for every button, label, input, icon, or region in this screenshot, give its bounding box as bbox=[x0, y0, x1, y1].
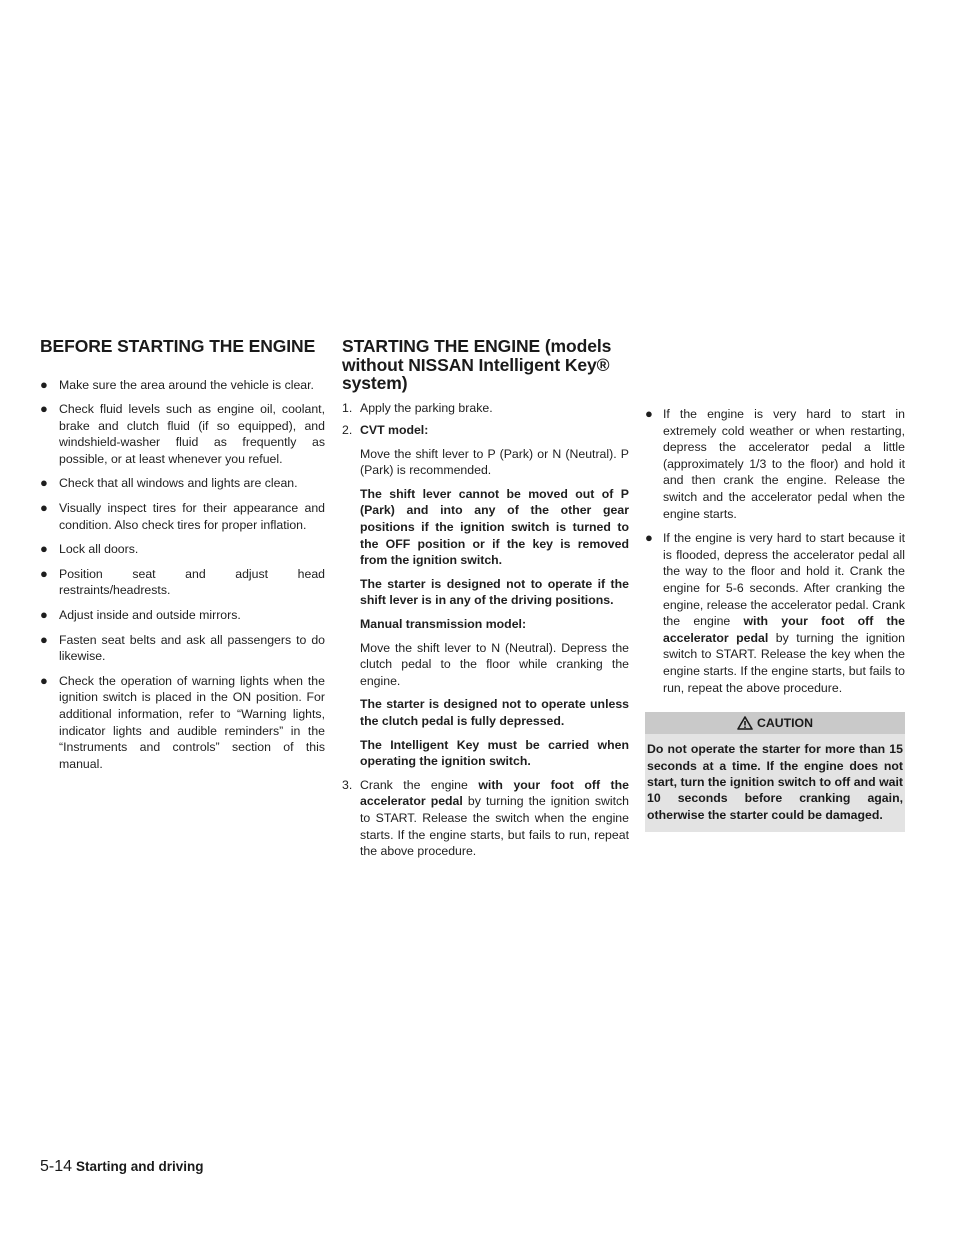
subheading: Manual transmission model: bbox=[360, 617, 527, 632]
paragraph: Move the shift lever to N (Neutral). Depress the clutch pedal to the floor while cranking the engine. bbox=[360, 640, 629, 688]
chapter-title: Starting and driving bbox=[76, 1159, 204, 1174]
list-item: ● Check fluid levels such as engine oil, coolant, brake and clutch fluid (if so equipped), and windshield-washer fluid as frequently as possible, or at least whenever you refuel. bbox=[40, 401, 325, 466]
subheading: CVT model: bbox=[360, 423, 429, 438]
step-item bbox=[342, 422, 629, 770]
paragraph: Move the shift lever to P (Park) or N (Neutral). P (Park) is recommended. bbox=[360, 446, 629, 478]
bullet-icon: ● bbox=[40, 541, 48, 557]
page-footer bbox=[40, 1158, 204, 1176]
bullet-icon: ● bbox=[40, 631, 48, 647]
bullet-icon: ● bbox=[40, 401, 48, 417]
caution-title: CAUTION bbox=[756, 715, 813, 730]
caution-text: Do not operate the starter for more than 15 seconds at a time. If the engine does not start, turn the ignition switch to off and wait 10 seconds before cranking again, otherwise the starter could be damaged. bbox=[647, 742, 903, 822]
list-item: ● Lock all doors. bbox=[40, 541, 139, 557]
bullet-icon: ● bbox=[40, 475, 48, 491]
list-item: ● Make sure the area around the vehicle is clear. bbox=[40, 376, 314, 392]
bullet-icon: ● bbox=[40, 565, 48, 581]
list-item: ● Fasten seat belts and ask all passengers to do likewise. bbox=[40, 631, 325, 664]
section-heading: BEFORE STARTING THE ENGINE bbox=[40, 336, 316, 356]
step-number: 2. bbox=[342, 423, 353, 438]
list-item: ● Visually inspect tires for their appearance and condition. Also check tires for proper inflation. bbox=[40, 500, 325, 532]
list-item: ● Position seat and adjust head restraints/headrests. bbox=[40, 565, 325, 598]
list-item: ● Check that all windows and lights are clean. bbox=[40, 475, 298, 491]
warning-paragraph: The starter is designed not to operate if the shift lever is in any of the driving positions. bbox=[360, 576, 629, 608]
list-item: ● If the engine is very hard to start in extremely cold weather or when restarting, depress the accelerator pedal a little (approximately 1/3 to the floor) and hold it and then crank the engine. Release the switch and the accelerator pedal when the engine starts. bbox=[645, 406, 905, 521]
page-number: 5-14 bbox=[40, 1158, 73, 1175]
step-number: 1. bbox=[342, 400, 353, 415]
bullet-icon: ● bbox=[645, 406, 653, 421]
starting-engine-section bbox=[342, 337, 629, 867]
step-number: 3. bbox=[342, 777, 353, 792]
bullet-icon: ● bbox=[40, 500, 48, 516]
checklist bbox=[40, 377, 325, 773]
bullet-icon: ● bbox=[40, 376, 48, 392]
bullet-icon: ● bbox=[645, 530, 653, 546]
step-item bbox=[342, 777, 629, 860]
warning-triangle-icon bbox=[737, 716, 753, 730]
caution-box bbox=[645, 712, 905, 832]
bullet-icon: ● bbox=[40, 672, 48, 688]
step-item bbox=[342, 400, 629, 417]
before-starting-section bbox=[40, 337, 325, 780]
section-heading: STARTING THE ENGINE (models without NISSAN Intelligent Key® system) bbox=[342, 336, 612, 393]
caution-header bbox=[645, 712, 905, 734]
step-text: Apply the parking brake. bbox=[360, 400, 493, 415]
steps-list bbox=[342, 400, 629, 860]
warning-paragraph: The starter is designed not to operate unless the clutch pedal is fully depressed. bbox=[360, 697, 629, 728]
list-item: ● Adjust inside and outside mirrors. bbox=[40, 607, 241, 623]
list-item: ● If the engine is very hard to start because it is flooded, depress the accelerator pedal all the way to the floor and hold it. Crank the engine for 5-6 seconds. After cranking the engine, release the accelerator pedal. Crank the engine with your foot off the accelerator pedal by turning the ignition switch to START. Release the key when the engine starts. If the engine starts, but fails to run, repeat the above procedure. bbox=[645, 530, 905, 695]
warning-paragraph: The shift lever cannot be moved out of P (Park) and into any of the other gear positions if the ignition switch is turned to the OFF position or if the key is removed from the ignition switch. bbox=[360, 486, 629, 568]
bullet-icon: ● bbox=[40, 607, 48, 623]
paragraph: Crank the engine with your foot off the accelerator pedal by turning the ignition switch to START. Release the switch when the engine starts. If the engine starts, but fails to run, repeat the above procedure. bbox=[360, 777, 629, 859]
warning-paragraph: The Intelligent Key must be carried when operating the ignition switch. bbox=[360, 737, 629, 769]
tips-list bbox=[645, 406, 905, 696]
tips-section bbox=[645, 337, 905, 832]
list-item: ● Check the operation of warning lights when the ignition switch is placed in the ON position. For additional information, refer to “Warning lights, indicator lights and audible reminders” in the “Instruments and controls” section of this manual. bbox=[40, 672, 325, 771]
